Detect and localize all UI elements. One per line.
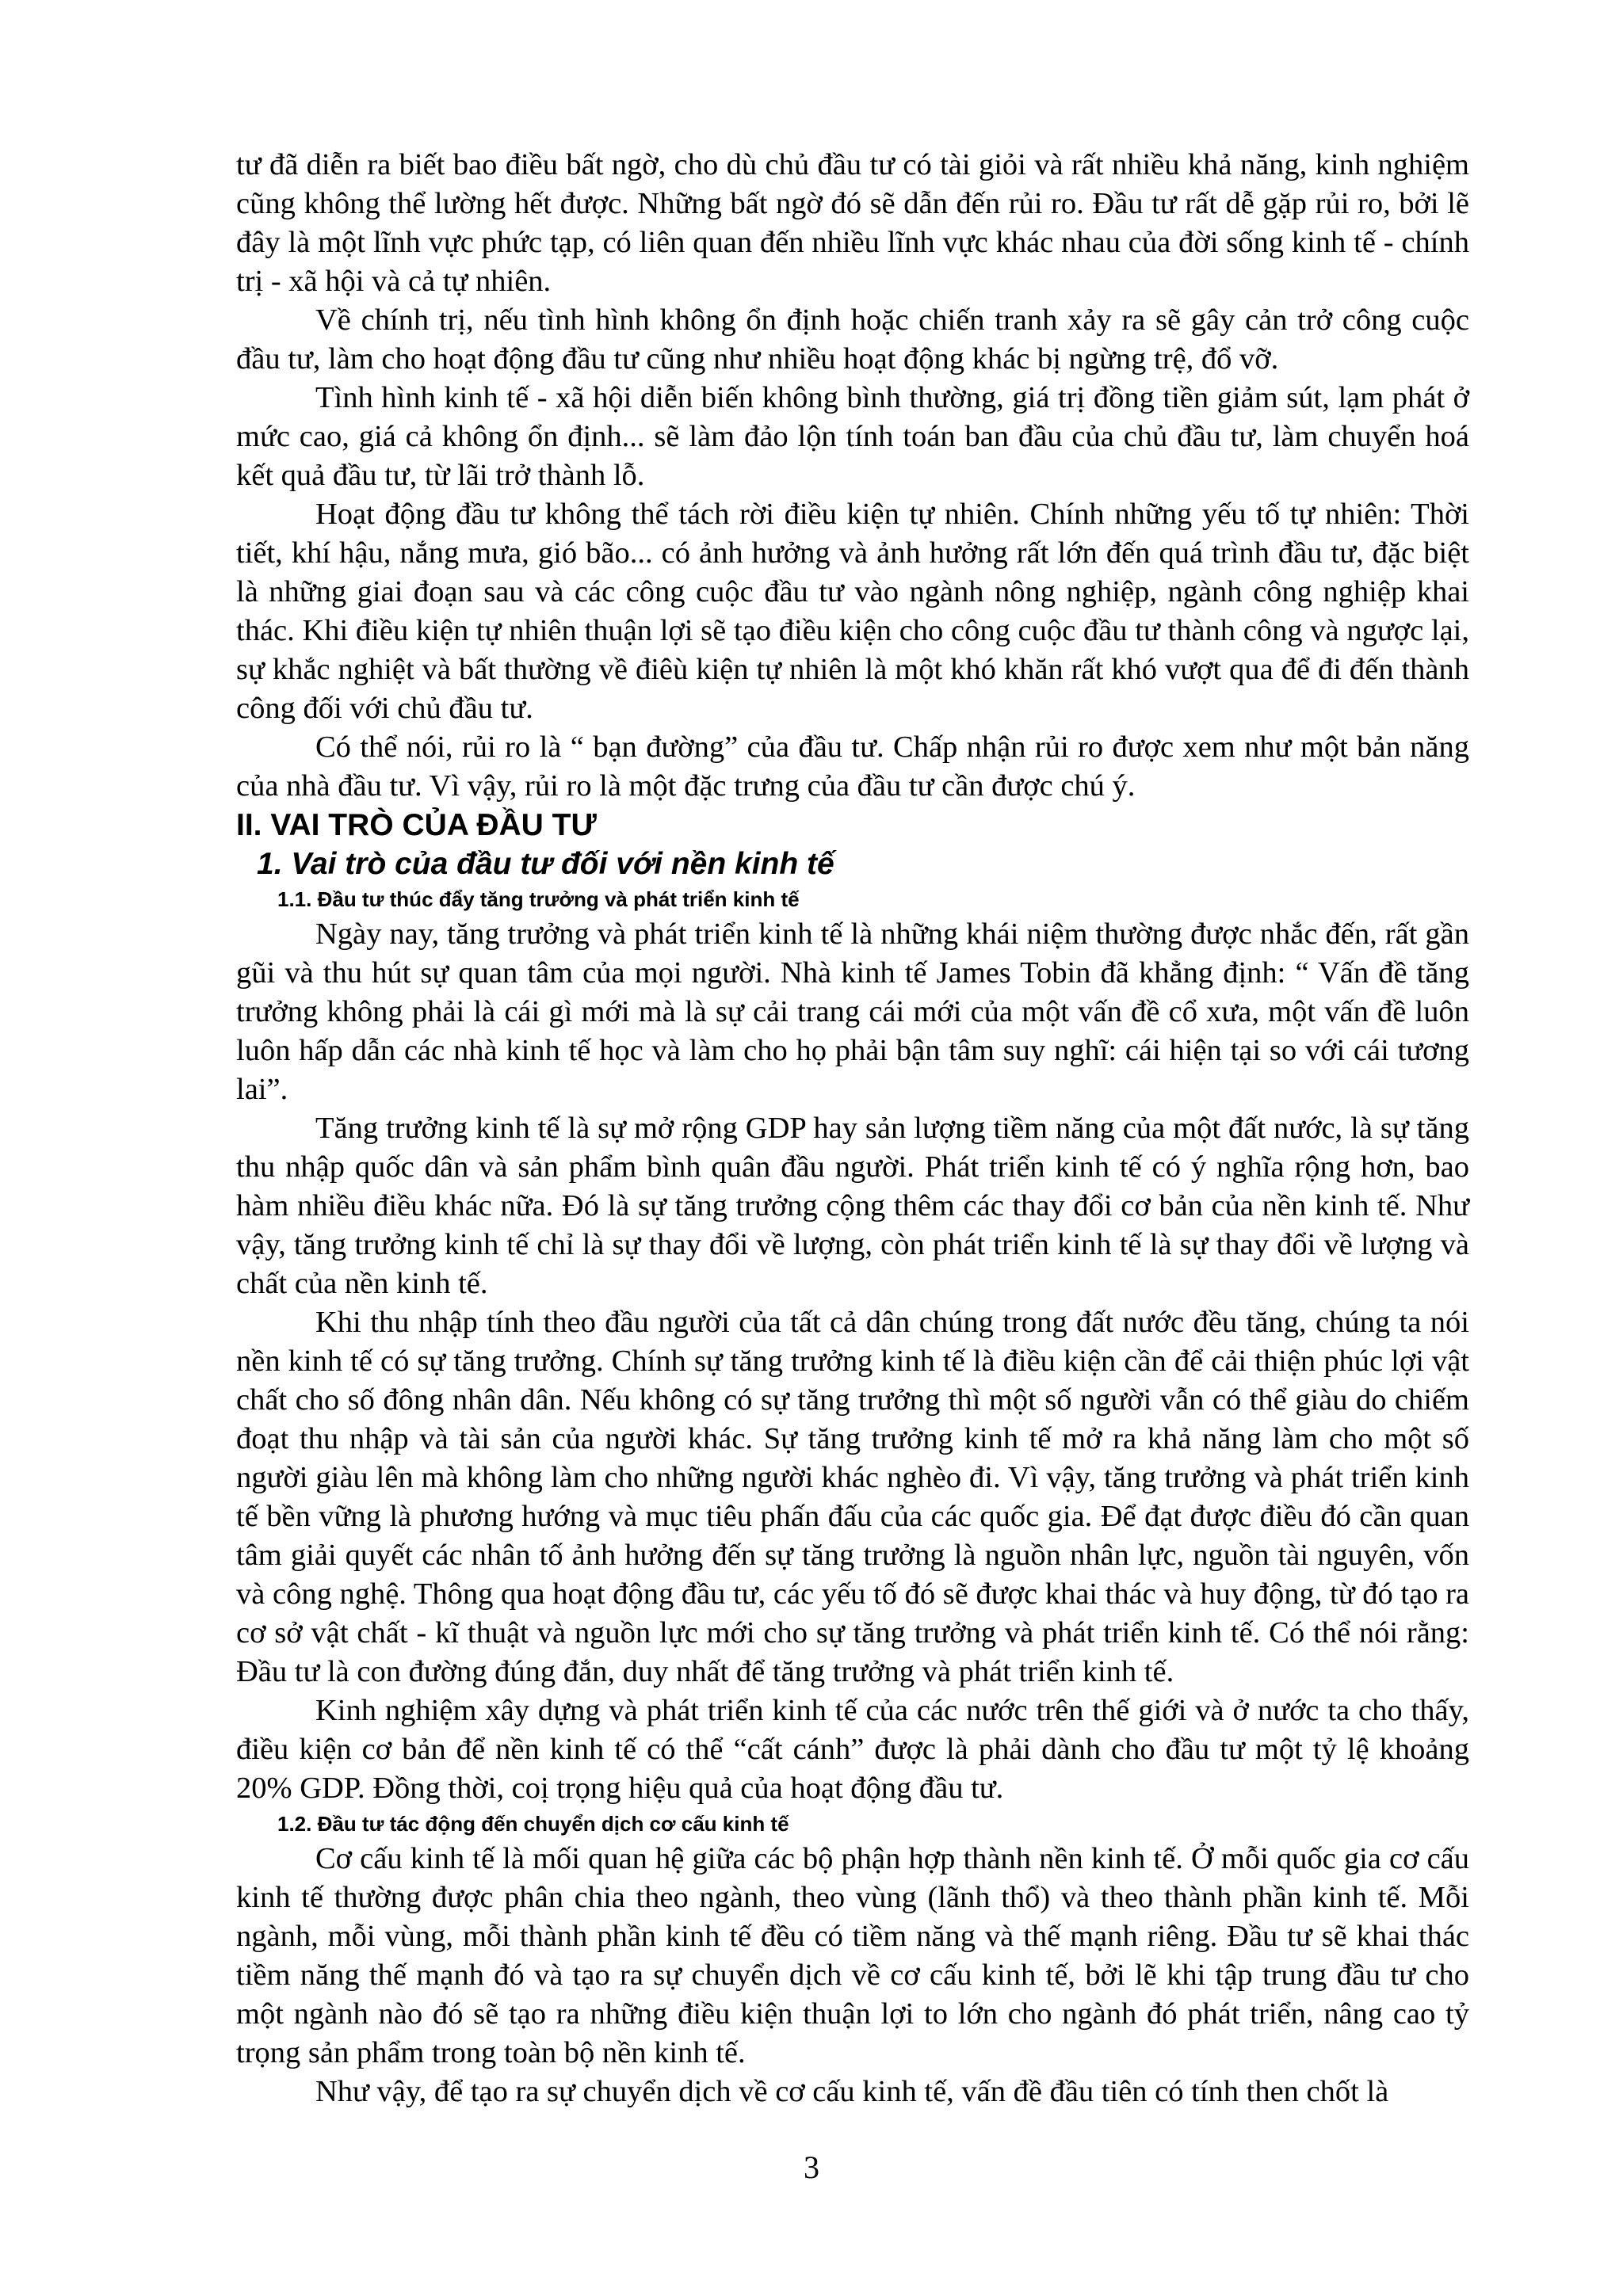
paragraph: tư đã diễn ra biết bao điều bất ngờ, cho dù chủ đầu tư có tài giỏi và rất nhiều khả năng, kinh nghiệm cũng không thể lường hết được. Những bất ngờ đó sẽ dẫn đến rủi ro. Đầu tư rất dễ gặp rủi ro, bởi lẽ đây là một lĩnh vực phức tạp, có liên quan đến nhiều lĩnh vực khác nhau của đời sống kinh tế - chính trị - xã hội và cả tự nhiên. bbox=[236, 148, 1469, 298]
paragraph: Tăng trưởng kinh tế là sự mở rộng GDP hay sản lượng tiềm năng của một đất nước, là sự tăng thu nhập quốc dân và sản phẩm bình quân đầu người. Phát triển kinh tế có ý nghĩa rộng hơn, bao hàm nhiều điều khác nữa. Đó là sự tăng trưởng cộng thêm các thay đổi cơ bản của nền kinh tế. Như vậy, tăng trưởng kinh tế chỉ là sự thay đổi về lượng, còn phát triển kinh tế là sự thay đổi về lượng và chất của nền kinh tế. bbox=[236, 1112, 1469, 1300]
paragraph: Hoạt động đầu tư không thể tách rời điều kiện tự nhiên. Chính những yếu tố tự nhiên: Thời tiết, khí hậu, nắng mưa, gió bão... có ảnh hưởng và ảnh hưởng rất lớn đến quá trình đầu tư, đặc biệt là những giai đoạn sau và các công cuộc đầu tư vào ngành nông nghiệp, ngành công nghiệp khai thác. Khi điều kiện tự nhiên thuận lợi sẽ tạo điều kiện cho công cuộc đầu tư thành công và ngược lại, sự khắc nghiệt và bất thường về điêù kiện tự nhiên là một khó khăn rất khó vượt qua để đi đến thành công đối với chủ đầu tư. bbox=[236, 498, 1469, 725]
paragraph: Như vậy, để tạo ra sự chuyển dịch về cơ cấu kinh tế, vấn đề đầu tiên có tính then chốt là bbox=[315, 2075, 1389, 2108]
paragraph: Về chính trị, nếu tình hình không ổn định hoặc chiến tranh xảy ra sẽ gây cản trở công cuộc đầu tư, làm cho hoạt động đầu tư cũng như nhiều hoạt động khác bị ngừng trệ, đổ vỡ. bbox=[236, 303, 1469, 376]
paragraph: Ngày nay, tăng trưởng và phát triển kinh tế là những khái niệm thường được nhắc đến, rất gần gũi và thu hút sự quan tâm của mọi người. Nhà kinh tế James Tobin đã khẳng định: “ Vấn đề tăng trưởng không phải là cái gì mới mà là sự cải trang cái mới của một vấn đề cổ xưa, một vấn đề luôn luôn hấp dẫn các nhà kinh tế học và làm cho họ phải bận tâm suy nghĩ: cái hiện tại so với cái tương lai”. bbox=[236, 917, 1469, 1106]
paragraph: Có thể nói, rủi ro là “ bạn đường” của đầu tư. Chấp nhận rủi ro được xem như một bản năng của nhà đầu tư. Vì vậy, rủi ro là một đặc trưng của đầu tư cần được chú ý. bbox=[236, 730, 1469, 803]
paragraph: Tình hình kinh tế - xã hội diễn biến không bình thường, giá trị đồng tiền giảm sút, lạm phát ở mức cao, giá cả không ổn định... sẽ làm đảo lộn tính toán ban đầu của chủ đầu tư, làm chuyển hoá kết quả đầu tư, từ lãi trở thành lỗ. bbox=[236, 381, 1469, 492]
subsubsection-heading: 1.2. Đầu tư tác động đến chuyển dịch cơ cấu kinh tế bbox=[277, 1812, 789, 1836]
subsection-heading: 1. Vai trò của đầu tư đối với nền kinh tế bbox=[257, 847, 834, 881]
paragraph: Kinh nghiệm xây dựng và phát triển kinh tế của các nước trên thế giới và ở nước ta cho thấy, điều kiện cơ bản để nền kinh tế có thể “cất cánh” được là phải dành cho đầu tư một tỷ lệ khoảng 20% GDP. Đồng thời, coị trọng hiệu quả của hoạt động đầu tư. bbox=[236, 1694, 1469, 1805]
paragraph: Cơ cấu kinh tế là mối quan hệ giữa các bộ phận hợp thành nền kinh tế. Ở mỗi quốc gia cơ cấu kinh tế thường được phân chia theo ngành, theo vùng (lãnh thổ) và theo thành phần kinh tế. Mỗi ngành, mỗi vùng, mỗi thành phần kinh tế đều có tiềm năng và thế mạnh riêng. Đầu tư sẽ khai thác tiềm năng thế mạnh đó và tạo ra sự chuyển dịch về cơ cấu kinh tế, bởi lẽ khi tập trung đầu tư cho một ngành nào đó sẽ tạo ra những điều kiện thuận lợi to lớn cho ngành đó phát triển, nâng cao tỷ trọng sản phẩm trong toàn bộ nền kinh tế. bbox=[236, 1842, 1469, 2069]
subsubsection-heading: 1.1. Đầu tư thúc đẩy tăng trưởng và phát triển kinh tế bbox=[277, 887, 800, 911]
page-number: 3 bbox=[804, 2149, 819, 2185]
section-heading: II. VAI TRÒ CỦA ĐẦU TƯ bbox=[236, 808, 597, 842]
page-content bbox=[236, 146, 1469, 2111]
paragraph: Khi thu nhập tính theo đầu người của tất cả dân chúng trong đất nước đều tăng, chúng ta nói nền kinh tế có sự tăng trưởng. Chính sự tăng trưởng kinh tế là điều kiện cần để cải thiện phúc lợi vật chất cho số đông nhân dân. Nếu không có sự tăng trưởng thì một số người vẫn có thể giàu do chiếm đoạt thu nhập và tài sản của người khác. Sự tăng trưởng kinh tế mở ra khả năng làm cho một số người giàu lên mà không làm cho những người khác nghèo đi. Vì vậy, tăng trưởng và phát triển kinh tế bền vững là phương hướng và mục tiêu phấn đấu của các quốc gia. Để đạt được điều đó cần quan tâm giải quyết các nhân tố ảnh hưởng đến sự tăng trưởng là nguồn nhân lực, nguồn tài nguyên, vốn và công nghệ. Thông qua hoạt động đầu tư, các yếu tố đó sẽ được khai thác và huy động, từ đó tạo ra cơ sở vật chất - kĩ thuật và nguồn lực mới cho sự tăng trưởng và phát triển kinh tế. Có thể nói rằng: Đầu tư là con đường đúng đắn, duy nhất để tăng trưởng và phát triển kinh tế. bbox=[236, 1306, 1469, 1688]
